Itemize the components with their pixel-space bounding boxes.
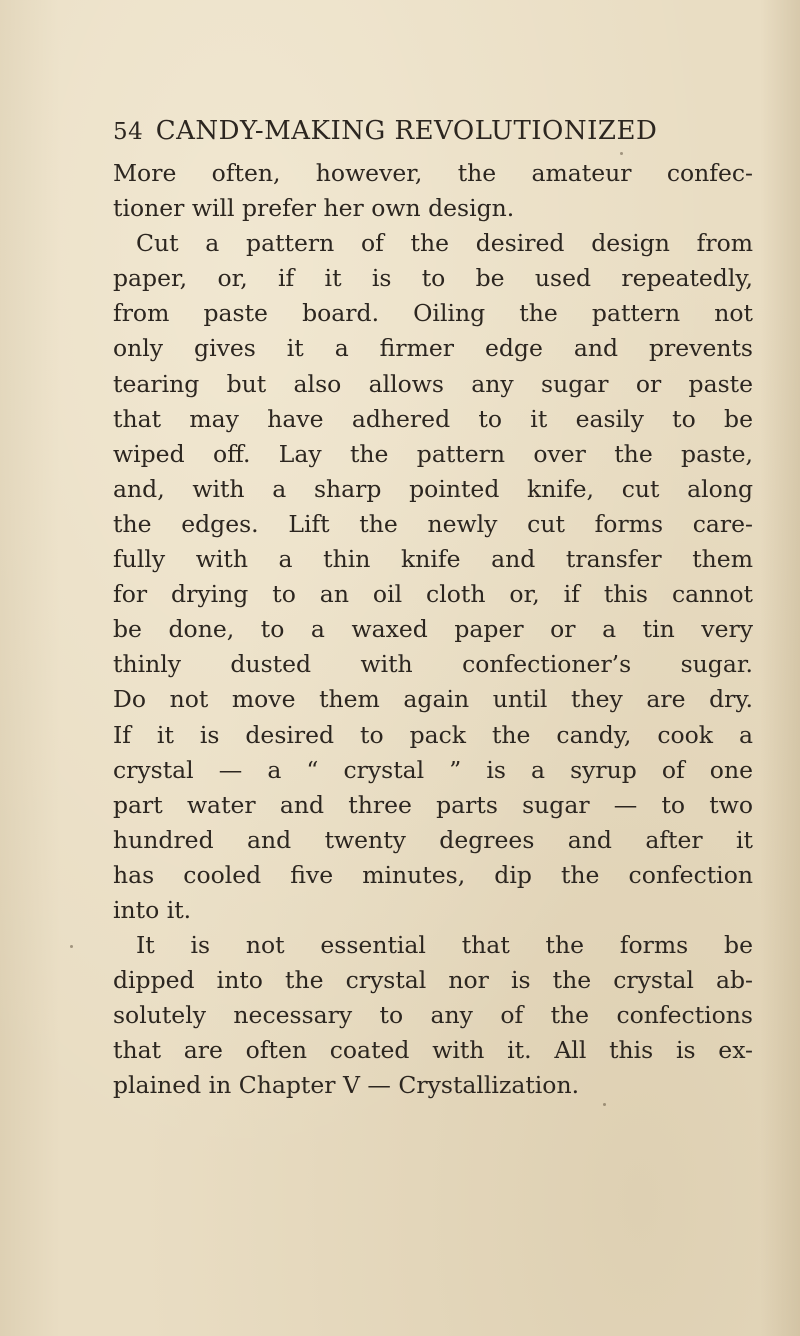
text-line: fully with a thin knife and transfer them <box>113 545 753 574</box>
text-line: from paste board. Oiling the pattern not <box>113 299 753 328</box>
text-line: paper, or, if it is to be used repeatedly, <box>113 264 753 293</box>
text-line: and, with a sharp pointed knife, cut along <box>113 474 753 503</box>
text-line: that are often coated with it. All this is ex- <box>113 1036 753 1065</box>
text-line: hundred and twenty degrees and after it <box>113 825 753 854</box>
text-line: that may have adhered to it easily to be <box>113 404 753 433</box>
paper-speck <box>603 1103 606 1106</box>
text-line: crystal — a “ crystal ” is a syrup of one <box>113 755 753 784</box>
text-line: dipped into the crystal nor is the crystal ab- <box>113 966 753 995</box>
text-line: only gives it a firmer edge and prevents <box>113 334 753 363</box>
text-line: tearing but also allows any sugar or paste <box>113 369 753 398</box>
text-line: solutely necessary to any of the confections <box>113 1001 753 1030</box>
text-line: into it. <box>113 895 192 924</box>
text-line: the edges. Lift the newly cut forms care- <box>113 509 753 538</box>
running-title: CANDY-MAKING REVOLUTIONIZED <box>155 116 658 146</box>
text-line: It is not essential that the forms be <box>136 931 753 960</box>
text-line: More often, however, the amateur confec- <box>113 159 753 187</box>
text-line: thinly dusted with confectioner’s sugar. <box>113 650 753 679</box>
paper-speck <box>620 152 623 155</box>
text-line: for drying to an oil cloth or, if this cannot <box>113 580 753 609</box>
text-line: has cooled five minutes, dip the confection <box>113 860 753 889</box>
text-line: plained in Chapter V — Crystallization. <box>113 1071 580 1100</box>
text-line: part water and three parts sugar — to two <box>113 790 753 819</box>
page-number: 54 <box>113 119 144 145</box>
text-line: If it is desired to pack the candy, cook a <box>113 720 753 749</box>
text-line: Do not move them again until they are dry. <box>113 685 753 714</box>
text-line: be done, to a waxed paper or a tin very <box>113 615 753 644</box>
text-line: Cut a pattern of the desired design from <box>136 229 753 258</box>
text-line: wiped off. Lay the pattern over the paste, <box>113 439 753 468</box>
paper-speck <box>70 945 73 948</box>
text-line: tioner will prefer her own design. <box>113 194 515 223</box>
running-head <box>113 116 753 152</box>
body-text <box>113 156 753 1104</box>
